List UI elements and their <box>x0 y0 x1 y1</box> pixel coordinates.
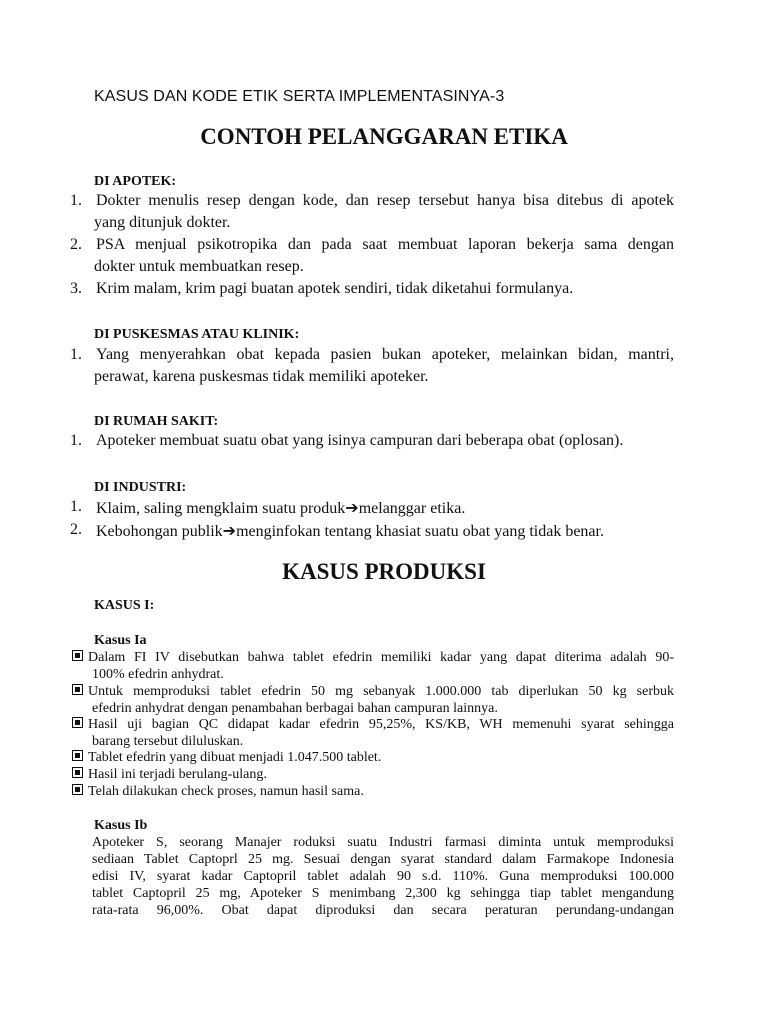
list-number: 1. <box>70 432 82 449</box>
right-arrow-icon: ➔ <box>222 523 237 540</box>
list-number: 1. <box>70 498 82 515</box>
section-heading-apotek: DI APOTEK: <box>94 174 177 189</box>
list-item-text: Yang menyerahkan obat kepada pasien bukan apoteker, melainkan bidan, mantri, <box>96 346 674 363</box>
bullet-text: 100% efedrin anhydrat. <box>92 667 224 682</box>
checkbox-bullet-icon <box>72 650 87 666</box>
document-header: KASUS DAN KODE ETIK SERTA IMPLEMENTASINYA-3 <box>94 88 505 105</box>
bullet-text: efedrin anhydrat dengan penambahan berbagai bahan campuran lainnya. <box>92 701 498 716</box>
checkbox-bullet-icon <box>72 717 87 733</box>
list-item-text: Dokter menulis resep dengan kode, dan resep tersebut hanya bisa ditebus di apotek <box>96 192 674 209</box>
checkbox-bullet-icon <box>72 750 87 766</box>
list-number: 1. <box>70 346 82 363</box>
list-item-text: dokter untuk membuatkan resep. <box>94 258 304 275</box>
paragraph-line: tablet Captopril 25 mg, Apoteker S menimbang 2,300 kg sehingga tiap tablet mengandung <box>92 886 674 901</box>
section-title-kasus-produksi: KASUS PRODUKSI <box>282 559 486 584</box>
checkbox-bullet-icon <box>72 684 87 700</box>
bullet-text: Dalam FI IV disebutkan bahwa tablet efedrin memiliki kadar yang dapat diterima adalah 90- <box>88 650 674 665</box>
list-item-text: Krim malam, krim pagi buatan apotek sendiri, tidak diketahui formulanya. <box>96 280 574 297</box>
item-text-after: melanggar etika. <box>358 500 466 517</box>
bullet-text: Hasil uji bagian QC didapat kadar efedrin 95,25%, KS/KB, WH memenuhi syarat sehingga <box>88 717 674 732</box>
paragraph-line: sediaan Tablet Captoprl 25 mg. Sesuai dengan syarat standard dalam Farmakope Indonesia <box>92 852 674 867</box>
paragraph-line: rata-rata 96,00%. Obat dapat diproduksi dan secara peraturan perundang-undangan <box>92 903 674 918</box>
item-text-after: menginfokan tentang khasiat suatu obat yang tidak benar. <box>236 523 604 540</box>
list-number: 3. <box>70 280 82 297</box>
list-item-text <box>96 521 604 541</box>
list-item-text: Apoteker membuat suatu obat yang isinya campuran dari beberapa obat (oplosan). <box>96 432 624 449</box>
kasus-ib-heading: Kasus Ib <box>94 818 148 833</box>
bullet-text: Untuk memproduksi tablet efedrin 50 mg sebanyak 1.000.000 tab diperlukan 50 kg serbuk <box>88 684 674 699</box>
section-heading-rumah-sakit: DI RUMAH SAKIT: <box>94 414 219 429</box>
kasus-heading: KASUS I: <box>94 598 155 613</box>
list-item-text <box>96 498 465 518</box>
list-number: 2. <box>70 521 82 538</box>
paragraph-line: Apoteker S, seorang Manajer roduksi suatu Industri farmasi diminta untuk memproduksi <box>92 835 674 850</box>
item-text-before: Kebohongan publik <box>96 523 223 540</box>
list-item-text: yang ditunjuk dokter. <box>94 214 231 231</box>
page-title: CONTOH PELANGGARAN ETIKA <box>200 124 568 149</box>
paragraph-line: edisi IV, syarat kadar Captopril tablet adalah 90 s.d. 110%. Guna memproduksi 100.000 <box>92 869 674 884</box>
bullet-text: Telah dilakukan check proses, namun hasil sama. <box>88 784 364 799</box>
section-heading-puskesmas: DI PUSKESMAS ATAU KLINIK: <box>94 327 300 342</box>
item-text-before: Klaim, saling mengklaim suatu produk <box>96 500 346 517</box>
list-number: 1. <box>70 192 82 209</box>
bullet-text: Tablet efedrin yang dibuat menjadi 1.047.500 tablet. <box>88 750 382 765</box>
list-number: 2. <box>70 236 82 253</box>
list-item-text: perawat, karena puskesmas tidak memiliki apoteker. <box>94 368 429 385</box>
bullet-text: barang tersebut diluluskan. <box>92 734 244 749</box>
checkbox-bullet-icon <box>72 767 87 783</box>
list-item-text: PSA menjual psikotropika dan pada saat membuat laporan bekerja sama dengan <box>96 236 674 253</box>
checkbox-bullet-icon <box>72 784 87 800</box>
section-heading-industri: DI INDUSTRI: <box>94 480 187 495</box>
bullet-text: Hasil ini terjadi berulang-ulang. <box>88 767 267 782</box>
kasus-ia-heading: Kasus Ia <box>94 633 147 648</box>
right-arrow-icon: ➔ <box>345 500 359 517</box>
